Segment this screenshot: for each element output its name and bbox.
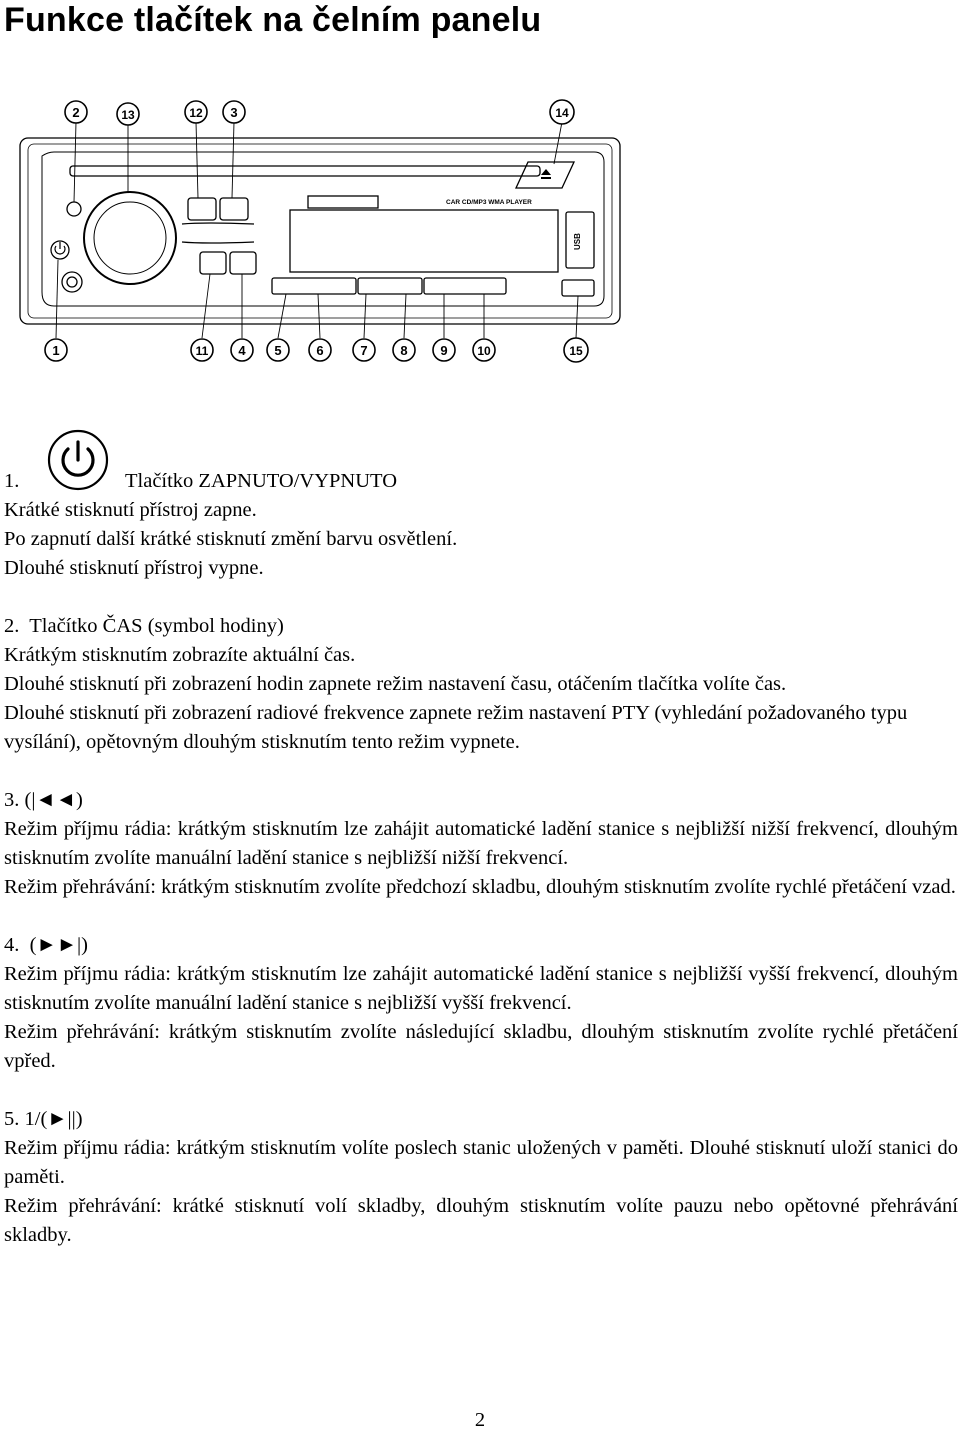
eject-bottom-button (562, 280, 594, 296)
callout-10 (473, 339, 495, 361)
volume-knob (84, 192, 176, 284)
paragraph: Režim přehrávání: krátkým stisknutím zvolíte předchozí skladbu, dlouhým stisknutím zvolíte rychlé přetáčení vzad. (4, 876, 956, 898)
section-1-heading (4, 467, 958, 496)
usb-label: USB (573, 233, 582, 250)
callout-5 (267, 339, 289, 361)
callout-8 (393, 339, 415, 361)
callout-label: 15 (569, 344, 583, 358)
callout-12 (185, 101, 207, 123)
callout-label: 11 (195, 344, 209, 358)
callout-13 (117, 103, 139, 125)
preset-button-3-4 (358, 278, 422, 294)
callout-7 (353, 339, 375, 361)
callout-15 (564, 338, 588, 362)
disc-slot (70, 166, 540, 176)
mute-button (220, 198, 248, 220)
paragraph: Režim přehrávání: krátké stisknutí volí skladby, dlouhým stisknutím volíte pauzu nebo opětovné přehrávání skladby. (4, 1195, 958, 1246)
paragraph: Režim příjmu rádia: krátkým stisknutím volíte poslech stanic uložených v paměti. Dlouhé stisknutí uloží stanici do paměti. (4, 1137, 958, 1188)
paragraph: Po zapnutí další krátké stisknutí změní barvu osvětlení. (4, 528, 458, 550)
callout-11 (191, 339, 213, 361)
callout-label: 13 (121, 108, 135, 122)
callout-label: 2 (72, 105, 80, 120)
callout-label: 12 (189, 106, 203, 120)
front-panel-diagram (14, 92, 626, 374)
section-number: 1. (4, 470, 20, 492)
paragraph: Režim příjmu rádia: krátkým stisknutím lze zahájit automatické ladění stanice s nejbližší nižší frekvencí, dlouhým stisknutím zvolíte manuální ladění stanice s nejbližší nižší frekvencí. (4, 818, 958, 869)
page-title: Funkce tlačítek na čelním panelu (4, 1, 542, 39)
callout-label: 7 (360, 343, 368, 358)
paragraph: Režim přehrávání: krátkým stisknutím zvolíte následující skladbu, dlouhým stisknutím zvolíte rychlé přetáčení vpřed. (4, 1021, 958, 1072)
display-window (290, 210, 558, 272)
clock-button (67, 202, 81, 216)
callout-label: 5 (274, 343, 282, 358)
callout-14 (550, 100, 574, 124)
section-4-heading: 4. (►►|) (4, 934, 88, 956)
callout-label: 6 (316, 343, 324, 358)
preset-button-1-2 (272, 278, 356, 294)
mic-button (230, 252, 256, 274)
paragraph: Dlouhé stisknutí přístroj vypne. (4, 557, 264, 579)
callout-9 (433, 339, 455, 361)
paragraph: Krátké stisknutí přístroj zapne. (4, 499, 257, 521)
page-number: 2 (474, 1409, 486, 1431)
document-body (4, 467, 958, 1250)
power-icon (55, 242, 65, 254)
callout-4 (231, 339, 253, 361)
callout-6 (309, 339, 331, 361)
eject-icon (541, 169, 551, 179)
band-button (200, 252, 226, 274)
callout-2 (65, 101, 87, 123)
section-5-heading: 5. 1/(►||) (4, 1108, 83, 1130)
mode-button (188, 198, 216, 220)
paragraph: Dlouhé stisknutí při zobrazení hodin zapnete režim nastavení času, otáčením tlačítka volíte čas. (4, 673, 787, 695)
callout-label: 8 (400, 343, 408, 358)
preset-button-5-6 (424, 278, 506, 294)
aux-jack (62, 272, 82, 292)
callout-label: 14 (555, 106, 569, 120)
paragraph: Krátkým stisknutím zobrazíte aktuální čas. (4, 644, 356, 666)
callout-3 (223, 101, 245, 123)
section-2-heading: 2. Tlačítko ČAS (symbol hodiny) (4, 615, 284, 637)
section-3-heading: 3. (|◄◄) (4, 789, 83, 811)
callout-label: 4 (238, 343, 246, 358)
paragraph: Dlouhé stisknutí při zobrazení radiové frekvence zapnete režim nastavení PTY (vyhledání požadovaného typu vysílání), opětovným dlouhým stisknutím tento režim vypnete. (4, 702, 908, 753)
callout-label: 10 (477, 344, 491, 358)
callout-1 (45, 339, 67, 361)
callout-label: 3 (230, 105, 238, 120)
device-label: CAR CD/MP3 WMA PLAYER (446, 199, 532, 206)
section-heading: Tlačítko ZAPNUTO/VYPNUTO (125, 470, 397, 492)
power-icon (47, 429, 109, 491)
callout-label: 9 (440, 343, 448, 358)
callout-label: 1 (52, 343, 60, 358)
paragraph: Režim příjmu rádia: krátkým stisknutím lze zahájit automatické ladění stanice s nejbližší vyšší frekvencí, dlouhým stisknutím zvolíte manuální ladění stanice s nejbližší vyšší frekvencí. (4, 963, 958, 1014)
